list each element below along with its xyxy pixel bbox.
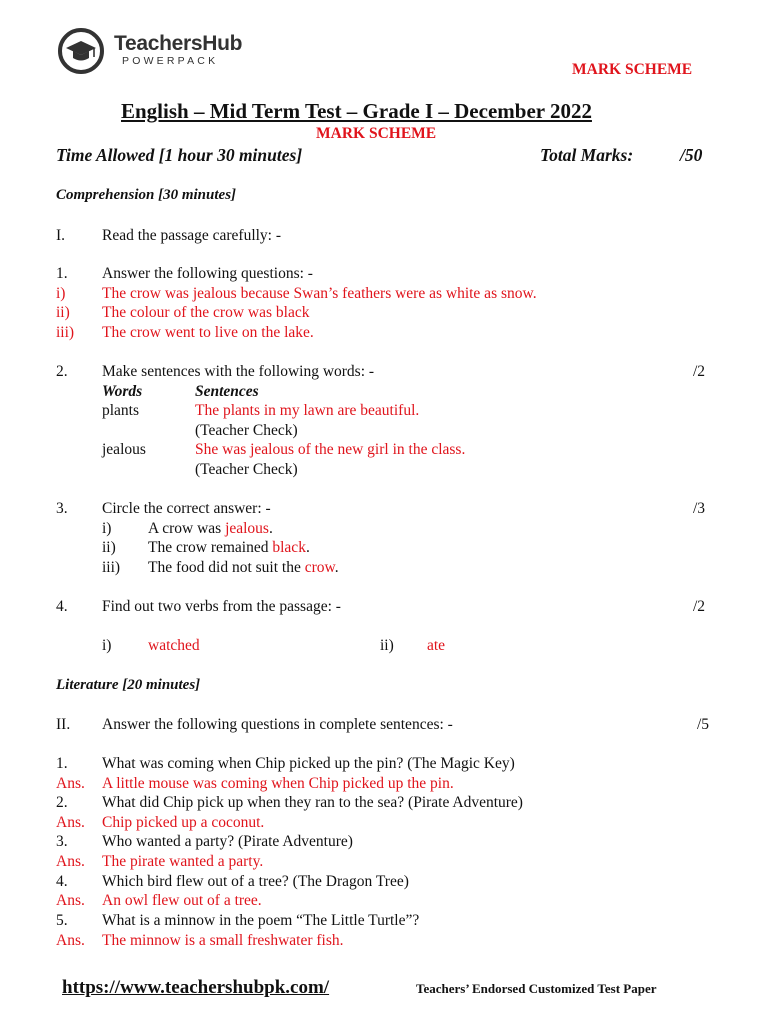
total-marks-value: /50: [680, 145, 703, 165]
circle-item: A crow was jealous.: [148, 520, 273, 537]
answer-label: Ans.: [56, 775, 85, 792]
item-number: i): [102, 520, 112, 537]
item-number: iii): [102, 559, 121, 576]
answer-text: The pirate wanted a party.: [102, 853, 264, 870]
item-number: ii): [102, 539, 116, 556]
question-marks: /3: [693, 500, 706, 517]
footer-tagline: Teachers’ Endorsed Customized Test Paper: [416, 981, 657, 996]
answer-label: Ans.: [56, 892, 85, 909]
question-number: 1.: [56, 265, 68, 282]
circle-item: The crow remained black.: [148, 539, 310, 556]
teacher-check-note: (Teacher Check): [195, 461, 298, 478]
literature-heading: Literature [20 minutes]: [56, 677, 201, 693]
question-text: Circle the correct answer: -: [102, 500, 271, 517]
question-text: Make sentences with the following words: -: [102, 363, 375, 380]
answer-label: Ans.: [56, 814, 85, 831]
question-number: 5.: [56, 912, 68, 929]
answer-number: i): [102, 637, 112, 654]
sentence-answer: She was jealous of the new girl in the class.: [195, 441, 466, 458]
answer-number: ii): [56, 304, 70, 321]
circled-answer: crow: [304, 559, 335, 576]
part-instruction: Read the passage carefully: -: [102, 227, 282, 244]
page-title: English – Mid Term Test – Grade I – December 2022: [121, 99, 592, 123]
answer-text: The colour of the crow was black: [102, 304, 310, 321]
verb-answer: watched: [148, 637, 200, 654]
question-text: What did Chip pick up when they ran to the sea? (Pirate Adventure): [102, 794, 523, 811]
footer-website-link[interactable]: https://www.teachershubpk.com/: [62, 977, 330, 998]
time-allowed: Time Allowed [1 hour 30 minutes]: [56, 145, 303, 165]
circle-item: The food did not suit the crow.: [148, 559, 339, 576]
question-marks: /2: [693, 598, 706, 615]
question-text: Which bird flew out of a tree? (The Dragon Tree): [102, 873, 409, 890]
page-subtitle: MARK SCHEME: [316, 125, 437, 142]
comprehension-heading: Comprehension [30 minutes]: [56, 187, 237, 203]
word-item: plants: [102, 402, 140, 419]
question-marks: /5: [697, 716, 710, 733]
answer-number: i): [56, 285, 66, 302]
word-item: jealous: [102, 441, 146, 458]
part-instruction: Answer the following questions in complete sentences: -: [102, 716, 453, 733]
question-text: What was coming when Chip picked up the pin? (The Magic Key): [102, 755, 515, 772]
question-number: 2.: [56, 794, 68, 811]
answer-text: The crow was jealous because Swan’s feathers were as white as snow.: [102, 285, 537, 302]
verb-answer: ate: [427, 637, 446, 654]
question-number: 4.: [56, 598, 68, 615]
circled-answer: black: [272, 539, 306, 556]
answer-text: Chip picked up a coconut.: [102, 814, 265, 831]
brand-subtitle: POWERPACK: [122, 55, 219, 67]
answer-text: The minnow is a small freshwater fish.: [102, 932, 344, 949]
answer-label: Ans.: [56, 853, 85, 870]
circled-answer: jealous: [225, 520, 269, 537]
teacher-check-note: (Teacher Check): [195, 422, 298, 439]
answer-text: A little mouse was coming when Chip picked up the pin.: [102, 775, 454, 792]
part-number: I.: [56, 227, 66, 244]
graduation-cap-icon: [58, 28, 104, 74]
question-marks: /2: [693, 363, 706, 380]
question-number: 1.: [56, 755, 68, 772]
words-column-header: Words: [102, 383, 143, 400]
question-text: Who wanted a party? (Pirate Adventure): [102, 833, 353, 850]
question-text: Answer the following questions: -: [102, 265, 313, 282]
total-marks-label: Total Marks:: [540, 145, 634, 165]
answer-text: An owl flew out of a tree.: [102, 892, 262, 909]
question-text: What is a minnow in the poem “The Little Turtle”?: [102, 912, 420, 929]
question-number: 4.: [56, 873, 68, 890]
brand-name: TeachersHub: [114, 32, 243, 55]
question-number: 2.: [56, 363, 68, 380]
answer-text: The crow went to live on the lake.: [102, 324, 314, 341]
question-number: 3.: [56, 500, 68, 517]
answer-number: iii): [56, 324, 75, 341]
answer-number: ii): [380, 637, 394, 654]
question-text: Find out two verbs from the passage: -: [102, 598, 341, 615]
question-number: 3.: [56, 833, 68, 850]
sentence-answer: The plants in my lawn are beautiful.: [195, 402, 420, 419]
part-number: II.: [56, 716, 71, 733]
sentences-column-header: Sentences: [195, 383, 259, 400]
corner-mark-scheme-label: MARK SCHEME: [572, 61, 693, 78]
answer-label: Ans.: [56, 932, 85, 949]
